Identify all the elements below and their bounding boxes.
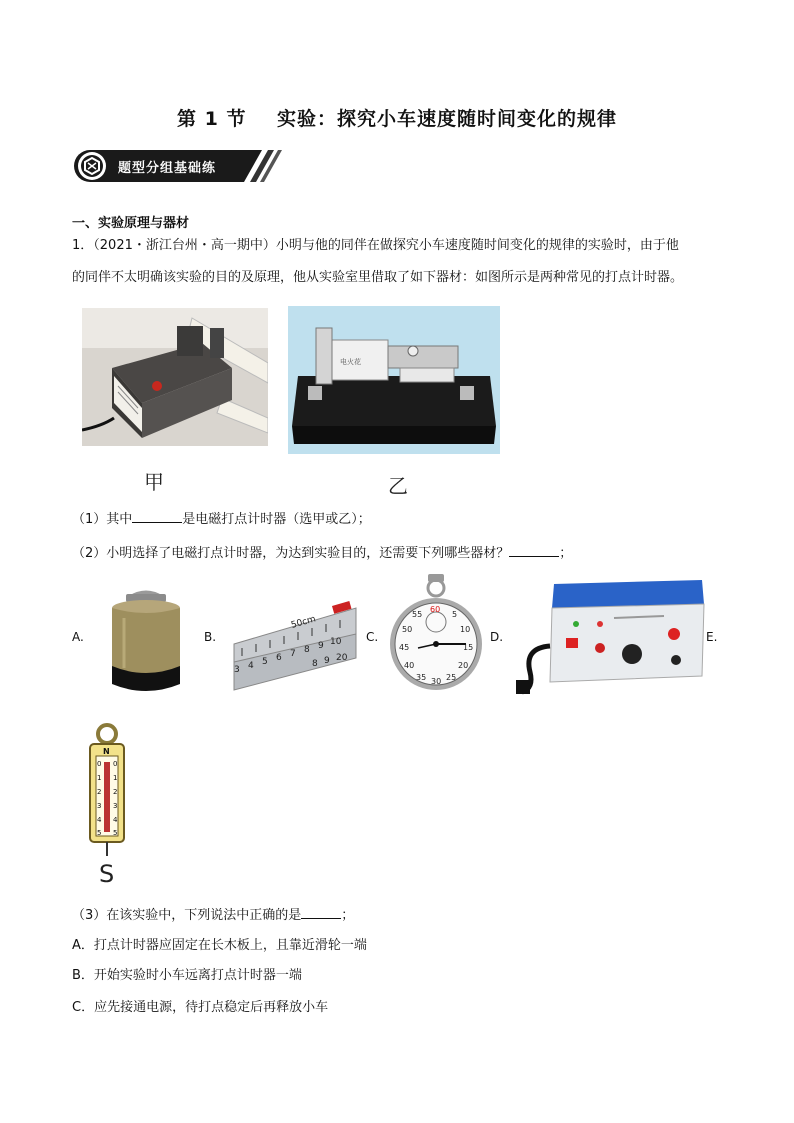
stopwatch-num: 45 [399, 643, 410, 652]
scale-num: 0 [97, 760, 102, 768]
ruler-num-right: 20 [336, 653, 348, 663]
option-b-label: B. [204, 630, 217, 644]
weight-image [106, 588, 186, 696]
q1-sub2-end: ； [559, 546, 573, 561]
option-d-label: D. [490, 630, 504, 644]
q1-sub3 [72, 904, 354, 926]
q1-sub2 [72, 542, 572, 564]
page-title: 第 1 节 实验：探究小车速度随时间变化的规律 [177, 108, 617, 130]
answer-blank-2[interactable] [509, 542, 559, 557]
ruler-mark: 50cm [290, 614, 318, 631]
option-c-label: C. [366, 630, 379, 644]
spring-scale-image [82, 722, 132, 886]
ruler-num: 6 [276, 653, 282, 663]
scale-num: 1 [97, 774, 102, 782]
stopwatch-image [388, 572, 484, 698]
stopwatch-num: 40 [404, 661, 415, 670]
section-banner [72, 148, 284, 184]
q1-sub1-after: 是电磁打点计时器（选甲或乙）； [182, 512, 371, 527]
q1-sub3-end: ； [341, 908, 355, 923]
answer-blank-1[interactable] [132, 508, 182, 523]
ruler-num-right: 8 [312, 659, 318, 669]
power-supply-image [514, 576, 706, 696]
scale-num: 4 [97, 816, 102, 824]
scale-num: 3 [113, 802, 118, 810]
choice-a: A．打点计时器应固定在长木板上，且靠近滑轮一端 [72, 938, 367, 953]
ruler-num: 3 [234, 665, 240, 675]
scale-num: 0 [113, 760, 118, 768]
q1-sub2-text: （2）小明选择了电磁打点计时器，为达到实验目的，还需要下列哪些器材？ [72, 546, 510, 561]
ruler-num: 5 [262, 657, 268, 667]
stopwatch-num: 10 [460, 625, 471, 634]
scale-num: 4 [113, 816, 118, 824]
stopwatch-num: 55 [412, 610, 423, 619]
ruler-num: 9 [318, 641, 324, 651]
scale-num: 1 [113, 774, 118, 782]
scale-bottom-letter: S [99, 860, 115, 886]
q1-sub1-before: （1）其中 [72, 512, 133, 527]
option-a-label: A. [72, 630, 84, 644]
ruler-num: 10 [330, 637, 342, 647]
stopwatch-num: 60 [430, 605, 441, 614]
scale-num: 5 [97, 829, 102, 837]
section-heading: 一、实验原理与器材 [72, 216, 190, 231]
q1-sub3-text: （3）在该实验中，下列说法中正确的是 [72, 908, 302, 923]
scale-top-letter: N [103, 747, 110, 756]
stopwatch-num: 5 [452, 610, 458, 619]
caption-jia: 甲 [144, 470, 164, 494]
scale-num: 5 [113, 829, 118, 837]
option-e-label: E. [706, 630, 718, 644]
scale-num: 2 [97, 788, 102, 796]
ruler-num: 8 [304, 645, 310, 655]
ruler-image [232, 596, 358, 692]
ruler-num-right: 9 [324, 656, 330, 666]
caption-yi: 乙 [388, 474, 408, 498]
ruler-num: 4 [248, 661, 254, 671]
stopwatch-num: 30 [431, 677, 442, 686]
ruler-num: 7 [290, 649, 296, 659]
choice-c: C．应先接通电源，待打点稳定后再释放小车 [72, 1000, 329, 1015]
scale-num: 3 [97, 802, 102, 810]
stopwatch-num: 50 [402, 625, 413, 634]
q1-sub1 [72, 508, 371, 530]
stopwatch-num: 35 [416, 673, 427, 682]
q1-line1: 1．（2021・浙江台州・高一期中）小明与他的同伴在做探究小车速度随时间变化的规律的实验时，由于他 [72, 238, 679, 253]
answer-blank-3[interactable] [301, 904, 341, 919]
stopwatch-num: 20 [458, 661, 469, 670]
timer-photo-a [82, 308, 268, 446]
banner-label: 题型分组基础练 [118, 161, 217, 176]
q1-line2: 的同伴不太明确该实验的目的及原理，他从实验室里借取了如下器材：如图所示是两种常见的打点计时器。 [72, 270, 684, 285]
timer-photo-b [288, 306, 500, 454]
choice-b: B．开始实验时小车远离打点计时器一端 [72, 968, 302, 983]
stopwatch-num: 15 [463, 643, 474, 652]
svg-text:电火花: 电火花 [340, 358, 361, 366]
scale-num: 2 [113, 788, 118, 796]
stopwatch-num: 25 [446, 673, 457, 682]
